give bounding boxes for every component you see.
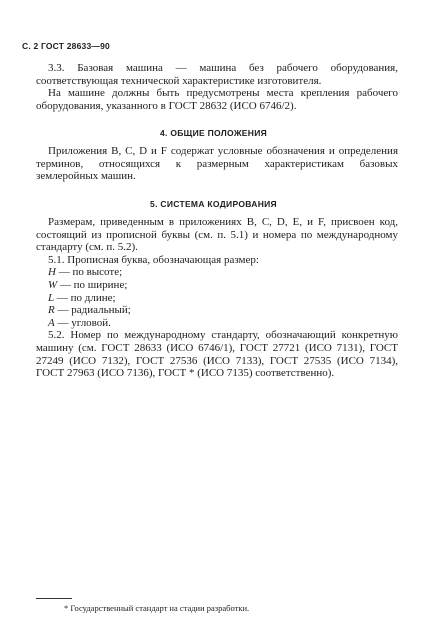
section-5-heading: 5. СИСТЕМА КОДИРОВАНИЯ [150, 199, 277, 209]
page-header: С. 2 ГОСТ 28633—90 [22, 41, 110, 51]
paragraph-5-2: 5.2. Номер по международному стандарту, обозначающий конкретную машину (см. ГОСТ 28633 (ИСО 6746/1), ГОСТ 27721 (ИСО 7131), ГОСТ 27249 (ИСО 7132), ГОСТ 27536 (ИСО 7133), ГОСТ 27535 (ИСО 7134), ГОСТ 27963 (ИСО 7136), ГОСТ * (ИСО 7135) соответственно). [36, 329, 398, 380]
letter-code: L [48, 291, 55, 304]
letter-code: W [48, 278, 58, 291]
code-letter-list [36, 254, 398, 330]
list-item: A — угловой. [48, 316, 111, 329]
footnote: * Государственный стандарт на стадии разработки. [64, 603, 250, 613]
list-item: W — по ширине; [48, 278, 128, 291]
paragraph-5-1: 5.1. Прописная буква, обозначающая размер: [48, 253, 259, 266]
paragraph-3-3: 3.3. Базовая машина — машина без рабочего оборудования, соответствующая технической характеристике изготовителя. [36, 62, 398, 87]
footnote-divider [36, 598, 72, 599]
letter-code: A [48, 316, 55, 329]
paragraph-5-intro: Размерам, приведенным в приложениях В, С, D, E, и F, присвоен код, состоящий из прописной буквы (см. п. 5.1) и номера по международному стандарту (см. п. 5.2). [36, 216, 398, 254]
paragraph-4-general: Приложения В, С, D и F содержат условные обозначения и определения терминов, относящихся к размерным характеристикам базовых землеройных машин. [36, 145, 398, 183]
letter-code: R [48, 304, 55, 317]
section-4 [36, 145, 398, 183]
list-item: R — радиальный; [48, 304, 131, 317]
list-item: L — по длине; [48, 291, 116, 304]
section-4-heading: 4. ОБЩИЕ ПОЛОЖЕНИЯ [159, 128, 268, 138]
section-3-3 [36, 62, 398, 112]
letter-code: H [48, 266, 56, 279]
section-5 [36, 216, 398, 380]
paragraph-3-3-mounting: На машине должны быть предусмотрены места крепления рабочего оборудования, указанного в ГОСТ 28632 (ИСО 6746/2). [36, 87, 398, 112]
list-item: H — по высоте; [48, 266, 123, 279]
